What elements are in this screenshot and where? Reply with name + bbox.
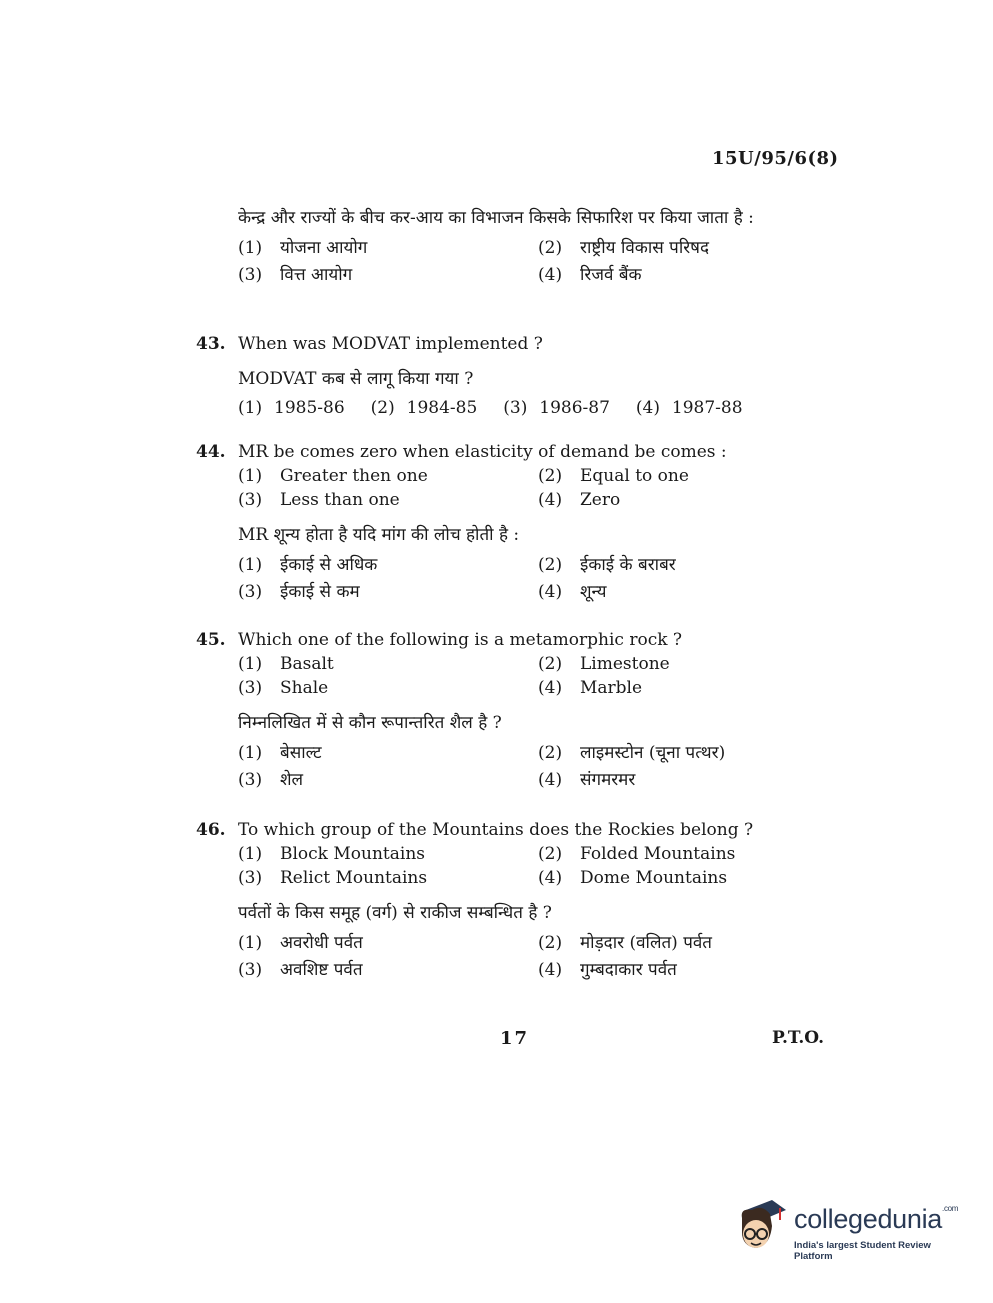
question-43 [196,334,836,418]
option-1-hindi: (1) ईकाई से अधिक [238,555,378,575]
question-hindi: केन्द्र और राज्यों के बीच कर-आय का विभाजन किसके सिफारिश पर किया जाता है : [238,208,754,228]
collegedunia-logo[interactable] [732,1196,962,1262]
question-hindi: पर्वतों के किस समूह (वर्ग) से राकीज सम्बन्धित है ? [238,903,552,923]
student-mascot-icon [732,1196,790,1258]
option-4-hindi: (4) शून्य [538,582,607,602]
option-2: (2) 1984-85 [370,398,478,418]
option-4: (4) Dome Mountains [538,868,728,888]
question-english: MR be comes zero when elasticity of demand be comes : [238,442,727,462]
question-english: When was MODVAT implemented ? [238,334,543,354]
option-3: (3) Shale [238,678,329,698]
option-2-hindi: (2) लाइमस्टोन (चूना पत्थर) [538,743,726,763]
question-number: 46. [196,820,226,840]
option-1-hindi: (1) बेसाल्ट [238,743,322,763]
question-46 [196,820,836,980]
option-1: (1) Block Mountains [238,844,426,864]
option-2: (2) Folded Mountains [538,844,736,864]
question-hindi: MODVAT कब से लागू किया गया ? [238,369,474,389]
question-44 [196,442,836,602]
question-hindi: MR शून्य होता है यदि मांग की लोच होती है : [238,525,520,545]
option-2: (2) Equal to one [538,466,689,486]
option-2: (2) Limestone [538,654,670,674]
option-3: (3) Relict Mountains [238,868,428,888]
option-4: (4) Marble [538,678,643,698]
pto-label: P.T.O. [772,1028,824,1048]
option-3-hindi: (3) अवशिष्ट पर्वत [238,960,363,980]
option-3: (3) वित्त आयोग [238,265,353,285]
question-number: 44. [196,442,226,462]
option-1: (1) योजना आयोग [238,238,368,258]
option-2: (2) राष्ट्रीय विकास परिषद [538,238,710,258]
option-3-hindi: (3) ईकाई से कम [238,582,360,602]
option-1: (1) Basalt [238,654,334,674]
option-1-hindi: (1) अवरोधी पर्वत [238,933,363,953]
question-45 [196,630,836,790]
option-2-hindi: (2) ईकाई के बराबर [538,555,676,575]
option-4: (4) Zero [538,490,621,510]
question-number: 45. [196,630,226,650]
question-hindi: निम्नलिखित में से कौन रूपान्तरित शैल है ? [238,713,502,733]
logo-tagline: India's largest Student Review Platform [794,1240,931,1262]
option-2-hindi: (2) मोड़दार (वलित) पर्वत [538,933,712,953]
option-4: (4) रिजर्व बैंक [538,265,642,285]
option-1: (1) 1985-86 [238,398,345,418]
question-english: Which one of the following is a metamorphic rock ? [238,630,683,650]
question-42 [196,205,836,285]
option-4-hindi: (4) गुम्बदाकार पर्वत [538,960,677,980]
option-1: (1) Greater then one [238,466,428,486]
question-english: To which group of the Mountains does the Rockies belong ? [238,820,754,840]
option-3-hindi: (3) शेल [238,770,304,790]
logo-name: collegedunia$^{.com}$ [794,1204,959,1234]
option-4-hindi: (4) संगमरमर [538,770,636,790]
option-3: (3) Less than one [238,490,400,510]
option-3: (3) 1986-87 [503,398,610,418]
page-number: 17 [500,1028,530,1049]
option-4: (4) 1987-88 [635,398,743,418]
question-number: 43. [196,334,226,354]
paper-code: 15U/95/6(8) [712,148,839,169]
